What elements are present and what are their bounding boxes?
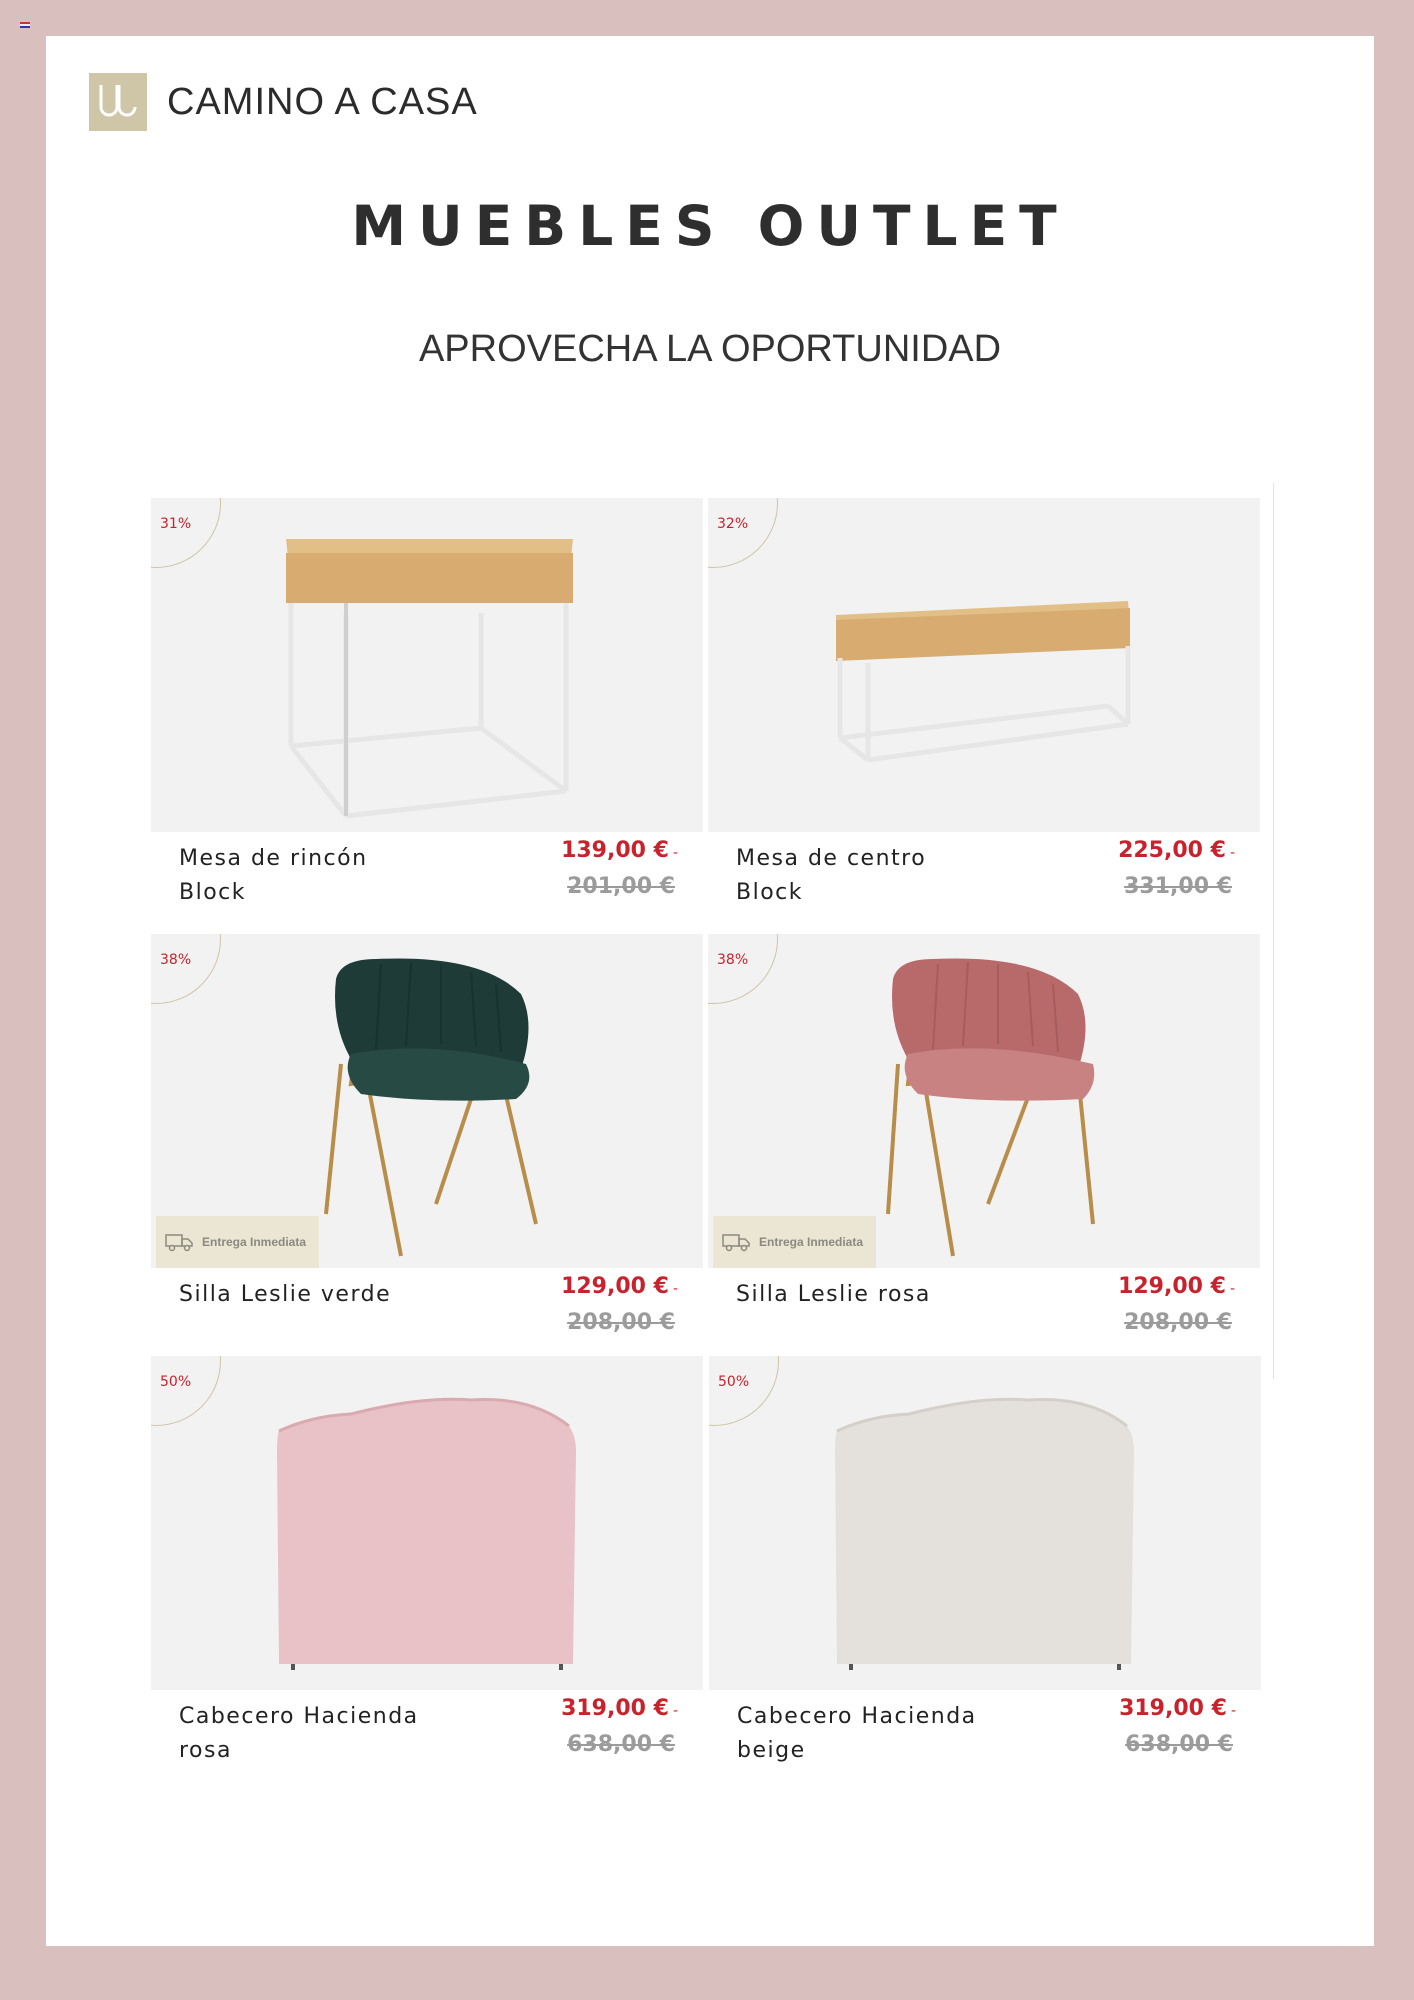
price-separator: - <box>672 1703 678 1719</box>
original-price: 201,00 € <box>567 874 675 899</box>
discount-badge: 50% <box>160 1374 192 1390</box>
product-name[interactable] <box>179 1700 479 1768</box>
product-card[interactable] <box>151 934 703 1358</box>
brand-name: CAMINO A CASA <box>167 80 478 123</box>
current-price-value: 319,00 € <box>1119 1696 1227 1721</box>
product-card[interactable] <box>708 934 1260 1358</box>
current-price-value: 225,00 € <box>1118 838 1226 863</box>
beige-headboard-icon <box>709 1356 1261 1690</box>
product-name-line1: Silla Leslie verde <box>179 1282 392 1307</box>
current-price <box>1118 838 1235 863</box>
product-name-line1: Silla Leslie rosa <box>736 1282 931 1307</box>
coffee-table-icon <box>708 498 1260 832</box>
price-separator: - <box>672 1281 678 1297</box>
product-name-line1: Cabecero Hacienda <box>737 1704 977 1729</box>
product-image[interactable] <box>151 1356 703 1690</box>
brand-logo-icon <box>89 73 147 131</box>
product-name-line2: beige <box>737 1738 806 1763</box>
original-price: 208,00 € <box>1124 1310 1232 1335</box>
current-price-value: 129,00 € <box>1118 1274 1226 1299</box>
original-price: 208,00 € <box>567 1310 675 1335</box>
product-image[interactable] <box>708 498 1260 832</box>
original-price: 331,00 € <box>1124 874 1232 899</box>
product-card[interactable] <box>709 1356 1261 1780</box>
catalog-page <box>46 36 1374 1946</box>
delivery-badge <box>713 1216 876 1268</box>
product-name-line2: Block <box>736 880 804 905</box>
product-name[interactable] <box>179 1278 479 1312</box>
original-price: 638,00 € <box>567 1732 675 1757</box>
product-image[interactable] <box>151 934 703 1268</box>
product-name-line1: Cabecero Hacienda <box>179 1704 419 1729</box>
current-price <box>561 1696 678 1721</box>
page-subtitle: APROVECHA LA OPORTUNIDAD <box>418 328 1002 370</box>
discount-badge: 38% <box>160 952 192 968</box>
product-image[interactable] <box>709 1356 1261 1690</box>
flag-icon <box>20 22 30 28</box>
product-card[interactable] <box>708 498 1260 922</box>
pink-headboard-icon <box>151 1356 703 1690</box>
product-name[interactable] <box>736 1278 1036 1312</box>
product-image[interactable] <box>151 498 703 832</box>
product-name[interactable] <box>737 1700 1037 1768</box>
product-name-line2: rosa <box>179 1738 232 1763</box>
product-name[interactable] <box>179 842 479 910</box>
delivery-label: Entrega Inmediata <box>759 1235 864 1249</box>
current-price <box>561 1274 678 1299</box>
truck-icon <box>721 1232 751 1252</box>
product-image[interactable] <box>708 934 1260 1268</box>
page-title: MUEBLES OUTLET <box>351 194 1069 258</box>
current-price-value: 319,00 € <box>561 1696 669 1721</box>
product-name-line1: Mesa de centro <box>736 846 927 871</box>
original-price: 638,00 € <box>1125 1732 1233 1757</box>
discount-badge: 50% <box>718 1374 750 1390</box>
price-separator: - <box>1229 845 1235 861</box>
current-price <box>1118 1274 1235 1299</box>
current-price-value: 139,00 € <box>561 838 669 863</box>
product-card[interactable] <box>151 1356 703 1780</box>
current-price-value: 129,00 € <box>561 1274 669 1299</box>
product-name-line1: Mesa de rincón <box>179 846 368 871</box>
delivery-badge <box>156 1216 319 1268</box>
delivery-label: Entrega Inmediata <box>202 1235 307 1249</box>
side-table-icon <box>151 498 703 832</box>
truck-icon <box>164 1232 194 1252</box>
discount-badge: 31% <box>160 516 192 532</box>
brand-header[interactable] <box>89 72 478 132</box>
current-price <box>561 838 678 863</box>
discount-badge: 32% <box>717 516 749 532</box>
grid-divider <box>1273 483 1274 1379</box>
price-separator: - <box>1229 1281 1235 1297</box>
product-name-line2: Block <box>179 880 247 905</box>
price-separator: - <box>672 845 678 861</box>
price-separator: - <box>1230 1703 1236 1719</box>
discount-badge: 38% <box>717 952 749 968</box>
product-card[interactable] <box>151 498 703 922</box>
current-price <box>1119 1696 1236 1721</box>
product-name[interactable] <box>736 842 1036 910</box>
